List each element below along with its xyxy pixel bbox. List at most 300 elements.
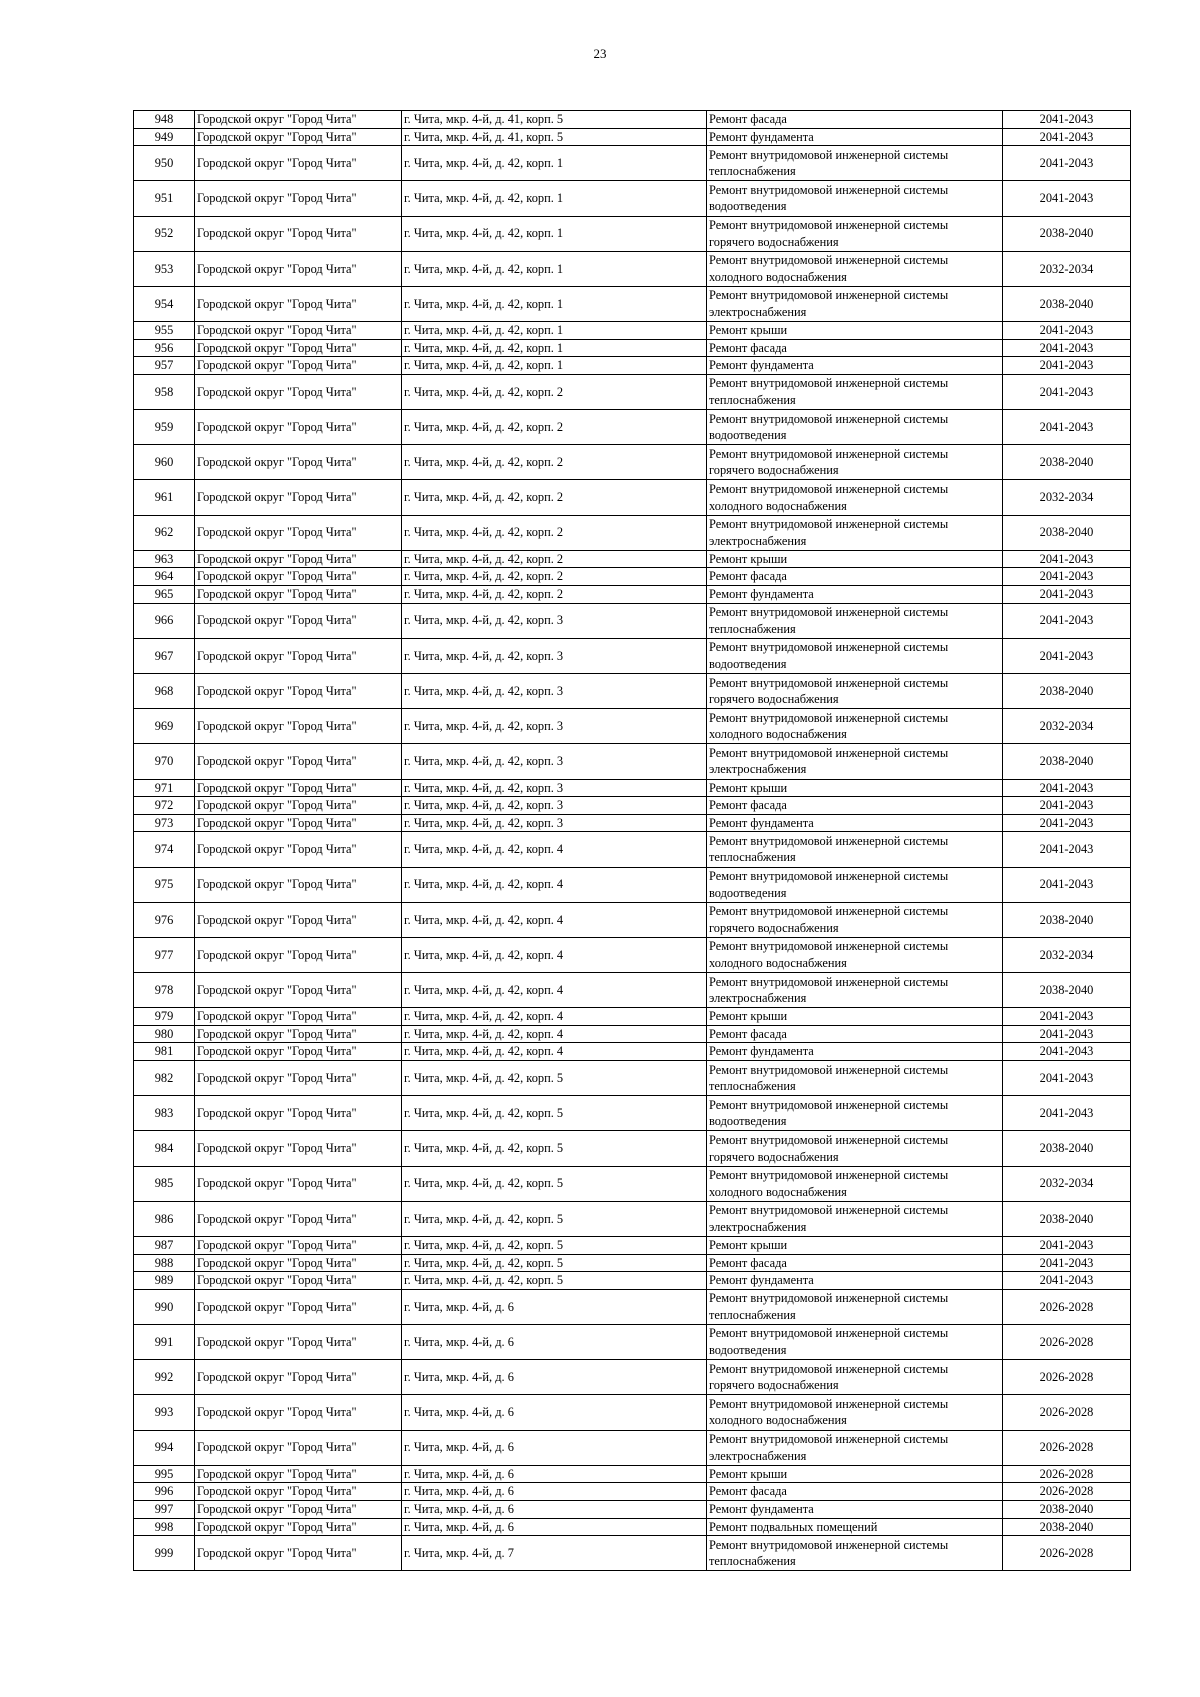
period-cell: 2041-2043	[1003, 1008, 1131, 1026]
table-row	[134, 1465, 1131, 1483]
row-number-cell: 992	[134, 1360, 195, 1395]
address-cell: г. Чита, мкр. 4-й, д. 6	[402, 1465, 707, 1483]
work-type-cell	[707, 674, 1003, 709]
row-number-cell: 971	[134, 779, 195, 797]
period-cell: 2038-2040	[1003, 1131, 1131, 1166]
work-type-cell	[707, 374, 1003, 409]
work-type-line: Ремонт крыши	[709, 323, 788, 338]
municipality-cell: Городской округ "Город Чита"	[195, 1289, 402, 1324]
work-type-line: Ремонт фасада	[709, 1026, 787, 1041]
work-type-line: теплоснабжения	[709, 621, 796, 636]
row-number-cell: 974	[134, 832, 195, 867]
address-cell: г. Чита, мкр. 4-й, д. 42, корп. 4	[402, 902, 707, 937]
period-cell: 2038-2040	[1003, 216, 1131, 251]
work-type-line: Ремонт внутридомовой инженерной системы	[709, 481, 949, 496]
municipality-cell: Городской округ "Город Чита"	[195, 515, 402, 550]
work-type-line: Ремонт внутридомовой инженерной системы	[709, 675, 949, 690]
work-type-cell	[707, 797, 1003, 815]
work-type-line: теплоснабжения	[709, 393, 796, 407]
work-type-cell	[707, 1465, 1003, 1483]
municipality-cell: Городской округ "Город Чита"	[195, 410, 402, 445]
work-type-line: Ремонт фасада	[709, 1255, 787, 1270]
work-type-line: холодного водоснабжения	[709, 1413, 847, 1428]
work-type-line: электроснабжения	[709, 1219, 807, 1234]
row-number-cell: 984	[134, 1131, 195, 1166]
municipality-cell: Городской округ "Город Чита"	[195, 603, 402, 638]
work-type-line: Ремонт внутридомовой инженерной системы	[709, 411, 949, 426]
address-cell: г. Чита, мкр. 4-й, д. 42, корп. 2	[402, 586, 707, 604]
address-cell: г. Чита, мкр. 4-й, д. 6	[402, 1360, 707, 1395]
row-number-cell: 954	[134, 286, 195, 321]
row-number-cell: 951	[134, 181, 195, 216]
municipality-cell: Городской округ "Город Чита"	[195, 1008, 402, 1026]
work-type-line: холодного водоснабжения	[709, 269, 847, 284]
work-type-line: Ремонт крыши	[709, 1466, 788, 1481]
row-number-cell: 997	[134, 1500, 195, 1518]
address-cell: г. Чита, мкр. 4-й, д. 42, корп. 3	[402, 797, 707, 815]
municipality-cell: Городской округ "Город Чита"	[195, 1500, 402, 1518]
work-type-cell	[707, 814, 1003, 832]
address-cell: г. Чита, мкр. 4-й, д. 6	[402, 1518, 707, 1536]
table-row	[134, 814, 1131, 832]
work-type-cell	[707, 515, 1003, 550]
work-type-line: водоотведения	[709, 1114, 787, 1129]
period-cell: 2041-2043	[1003, 814, 1131, 832]
municipality-cell: Городской округ "Город Чита"	[195, 973, 402, 1008]
address-cell: г. Чита, мкр. 4-й, д. 42, корп. 5	[402, 1061, 707, 1096]
work-type-cell	[707, 586, 1003, 604]
municipality-cell: Городской округ "Город Чита"	[195, 216, 402, 251]
table-row	[134, 146, 1131, 181]
address-cell: г. Чита, мкр. 4-й, д. 42, корп. 1	[402, 181, 707, 216]
address-cell: г. Чита, мкр. 4-й, д. 42, корп. 2	[402, 374, 707, 409]
address-cell: г. Чита, мкр. 4-й, д. 42, корп. 4	[402, 867, 707, 902]
address-cell: г. Чита, мкр. 4-й, д. 42, корп. 2	[402, 410, 707, 445]
period-cell: 2026-2028	[1003, 1536, 1131, 1571]
municipality-cell: Городской округ "Город Чита"	[195, 814, 402, 832]
work-type-line: Ремонт внутридомовой инженерной системы	[709, 1168, 949, 1183]
row-number-cell: 999	[134, 1536, 195, 1571]
period-cell: 2026-2028	[1003, 1324, 1131, 1359]
period-cell: 2038-2040	[1003, 744, 1131, 779]
period-cell: 2041-2043	[1003, 1043, 1131, 1061]
address-cell: г. Чита, мкр. 4-й, д. 42, корп. 4	[402, 1043, 707, 1061]
work-type-line: Ремонт внутридомовой инженерной системы	[709, 869, 949, 884]
work-type-line: Ремонт внутридомовой инженерной системы	[709, 1537, 949, 1552]
row-number-cell: 962	[134, 515, 195, 550]
work-type-line: Ремонт внутридомовой инженерной системы	[709, 1291, 949, 1306]
work-type-line: теплоснабжения	[709, 1079, 796, 1094]
work-type-line: Ремонт внутридомовой инженерной системы	[709, 1097, 949, 1112]
table-row	[134, 410, 1131, 445]
work-type-line: Ремонт фундамента	[709, 1501, 814, 1516]
table-row	[134, 515, 1131, 550]
row-number-cell: 978	[134, 973, 195, 1008]
work-type-line: Ремонт внутридомовой инженерной системы	[709, 605, 949, 620]
row-number-cell: 989	[134, 1272, 195, 1290]
period-cell: 2041-2043	[1003, 1096, 1131, 1131]
work-type-line: электроснабжения	[709, 991, 807, 1006]
work-type-cell	[707, 1395, 1003, 1430]
work-type-line: Ремонт фасада	[709, 112, 787, 126]
work-type-line: Ремонт внутридомовой инженерной системы	[709, 376, 949, 391]
row-number-cell: 986	[134, 1201, 195, 1236]
table-row	[134, 1360, 1131, 1395]
address-cell: г. Чита, мкр. 4-й, д. 42, корп. 3	[402, 603, 707, 638]
municipality-cell: Городской округ "Город Чита"	[195, 1131, 402, 1166]
address-cell: г. Чита, мкр. 4-й, д. 7	[402, 1536, 707, 1571]
work-type-cell	[707, 902, 1003, 937]
row-number-cell: 977	[134, 937, 195, 972]
work-type-cell	[707, 937, 1003, 972]
work-type-line: Ремонт крыши	[709, 551, 788, 566]
table-row	[134, 1500, 1131, 1518]
municipality-cell: Городской округ "Город Чита"	[195, 1360, 402, 1395]
period-cell: 2041-2043	[1003, 339, 1131, 357]
address-cell: г. Чита, мкр. 4-й, д. 6	[402, 1430, 707, 1465]
work-type-cell	[707, 128, 1003, 146]
municipality-cell: Городской округ "Город Чита"	[195, 1430, 402, 1465]
address-cell: г. Чита, мкр. 4-й, д. 42, корп. 5	[402, 1237, 707, 1255]
table-row	[134, 674, 1131, 709]
address-cell: г. Чита, мкр. 4-й, д. 42, корп. 4	[402, 1008, 707, 1026]
work-type-cell	[707, 1272, 1003, 1290]
work-type-line: горячего водоснабжения	[709, 1378, 839, 1393]
work-type-line: холодного водоснабжения	[709, 727, 847, 742]
period-cell: 2041-2043	[1003, 1237, 1131, 1255]
work-type-line: водоотведения	[709, 1343, 787, 1358]
row-number-cell: 959	[134, 410, 195, 445]
address-cell: г. Чита, мкр. 4-й, д. 42, корп. 3	[402, 674, 707, 709]
table-row	[134, 744, 1131, 779]
work-type-line: водоотведения	[709, 656, 787, 671]
table-row	[134, 937, 1131, 972]
address-cell: г. Чита, мкр. 4-й, д. 42, корп. 4	[402, 973, 707, 1008]
work-type-cell	[707, 357, 1003, 375]
row-number-cell: 948	[134, 111, 195, 129]
row-number-cell: 961	[134, 480, 195, 515]
municipality-cell: Городской округ "Город Чита"	[195, 797, 402, 815]
work-type-line: Ремонт фундамента	[709, 815, 814, 830]
work-type-line: Ремонт фасада	[709, 569, 787, 584]
work-type-line: Ремонт внутридомовой инженерной системы	[709, 218, 949, 233]
municipality-cell: Городской округ "Город Чита"	[195, 1166, 402, 1201]
municipality-cell: Городской округ "Город Чита"	[195, 339, 402, 357]
address-cell: г. Чита, мкр. 4-й, д. 42, корп. 5	[402, 1254, 707, 1272]
work-type-cell	[707, 445, 1003, 480]
work-type-cell	[707, 181, 1003, 216]
row-number-cell: 983	[134, 1096, 195, 1131]
work-type-line: Ремонт внутридомовой инженерной системы	[709, 517, 949, 532]
work-type-line: Ремонт фундамента	[709, 129, 814, 144]
work-type-cell	[707, 1025, 1003, 1043]
address-cell: г. Чита, мкр. 4-й, д. 42, корп. 3	[402, 638, 707, 673]
work-type-cell	[707, 973, 1003, 1008]
row-number-cell: 976	[134, 902, 195, 937]
row-number-cell: 982	[134, 1061, 195, 1096]
period-cell: 2026-2028	[1003, 1465, 1131, 1483]
row-number-cell: 970	[134, 744, 195, 779]
municipality-cell: Городской округ "Город Чита"	[195, 1096, 402, 1131]
table-row	[134, 1237, 1131, 1255]
address-cell: г. Чита, мкр. 4-й, д. 42, корп. 1	[402, 339, 707, 357]
work-type-cell	[707, 1096, 1003, 1131]
table-row	[134, 1536, 1131, 1571]
table-row	[134, 445, 1131, 480]
work-type-cell	[707, 322, 1003, 340]
work-type-line: электроснабжения	[709, 1448, 807, 1463]
address-cell: г. Чита, мкр. 4-й, д. 42, корп. 2	[402, 550, 707, 568]
period-cell: 2041-2043	[1003, 128, 1131, 146]
work-type-line: Ремонт внутридомовой инженерной системы	[709, 833, 949, 848]
table-row	[134, 357, 1131, 375]
address-cell: г. Чита, мкр. 4-й, д. 41, корп. 5	[402, 111, 707, 129]
work-type-line: горячего водоснабжения	[709, 692, 839, 707]
period-cell: 2041-2043	[1003, 1254, 1131, 1272]
work-type-cell	[707, 1500, 1003, 1518]
table-row	[134, 286, 1131, 321]
row-number-cell: 991	[134, 1324, 195, 1359]
address-cell: г. Чита, мкр. 4-й, д. 42, корп. 1	[402, 146, 707, 181]
period-cell: 2038-2040	[1003, 1500, 1131, 1518]
municipality-cell: Городской округ "Город Чита"	[195, 1324, 402, 1359]
table-row	[134, 603, 1131, 638]
table-row	[134, 1025, 1131, 1043]
work-type-line: Ремонт фасада	[709, 1484, 787, 1499]
table-row	[134, 550, 1131, 568]
address-cell: г. Чита, мкр. 4-й, д. 42, корп. 1	[402, 216, 707, 251]
address-cell: г. Чита, мкр. 4-й, д. 42, корп. 4	[402, 832, 707, 867]
work-type-line: Ремонт крыши	[709, 1238, 788, 1252]
row-number-cell: 995	[134, 1465, 195, 1483]
row-number-cell: 960	[134, 445, 195, 480]
table-row	[134, 1430, 1131, 1465]
period-cell: 2038-2040	[1003, 445, 1131, 480]
row-number-cell: 955	[134, 322, 195, 340]
work-type-cell	[707, 1289, 1003, 1324]
work-type-line: Ремонт внутридомовой инженерной системы	[709, 1203, 949, 1218]
municipality-cell: Городской округ "Город Чита"	[195, 709, 402, 744]
work-type-cell	[707, 744, 1003, 779]
period-cell: 2038-2040	[1003, 902, 1131, 937]
work-type-line: Ремонт внутридомовой инженерной системы	[709, 147, 949, 162]
period-cell: 2041-2043	[1003, 410, 1131, 445]
row-number-cell: 958	[134, 374, 195, 409]
work-type-line: электроснабжения	[709, 305, 807, 320]
row-number-cell: 972	[134, 797, 195, 815]
table-row	[134, 1395, 1131, 1430]
row-number-cell: 963	[134, 550, 195, 568]
row-number-cell: 994	[134, 1430, 195, 1465]
period-cell: 2041-2043	[1003, 1025, 1131, 1043]
table-row	[134, 1201, 1131, 1236]
work-type-line: Ремонт внутридомовой инженерной системы	[709, 288, 949, 303]
table-row	[134, 181, 1131, 216]
row-number-cell: 990	[134, 1289, 195, 1324]
work-type-line: Ремонт фундамента	[709, 1044, 814, 1059]
period-cell: 2041-2043	[1003, 603, 1131, 638]
work-type-line: Ремонт крыши	[709, 780, 788, 795]
municipality-cell: Городской округ "Город Чита"	[195, 1025, 402, 1043]
work-type-cell	[707, 1483, 1003, 1501]
table-row	[134, 216, 1131, 251]
work-type-line: Ремонт внутридомовой инженерной системы	[709, 904, 949, 919]
municipality-cell: Городской округ "Город Чита"	[195, 744, 402, 779]
work-type-line: водоотведения	[709, 885, 787, 900]
row-number-cell: 985	[134, 1166, 195, 1201]
row-number-cell: 953	[134, 251, 195, 286]
row-number-cell: 952	[134, 216, 195, 251]
address-cell: г. Чита, мкр. 4-й, д. 42, корп. 4	[402, 1025, 707, 1043]
table-row	[134, 128, 1131, 146]
work-type-line: теплоснабжения	[709, 1307, 796, 1322]
work-type-cell	[707, 1166, 1003, 1201]
work-type-cell	[707, 286, 1003, 321]
municipality-cell: Городской округ "Город Чита"	[195, 286, 402, 321]
row-number-cell: 987	[134, 1237, 195, 1255]
work-type-cell	[707, 216, 1003, 251]
row-number-cell: 966	[134, 603, 195, 638]
work-type-line: Ремонт фундамента	[709, 358, 814, 373]
period-cell: 2038-2040	[1003, 515, 1131, 550]
row-number-cell: 969	[134, 709, 195, 744]
address-cell: г. Чита, мкр. 4-й, д. 42, корп. 2	[402, 568, 707, 586]
municipality-cell: Городской округ "Город Чита"	[195, 550, 402, 568]
work-type-line: Ремонт внутридомовой инженерной системы	[709, 1361, 949, 1376]
work-type-cell	[707, 568, 1003, 586]
row-number-cell: 979	[134, 1008, 195, 1026]
address-cell: г. Чита, мкр. 4-й, д. 42, корп. 3	[402, 744, 707, 779]
work-type-line: холодного водоснабжения	[709, 956, 847, 970]
work-type-cell	[707, 111, 1003, 129]
municipality-cell: Городской округ "Город Чита"	[195, 1518, 402, 1536]
work-type-line: горячего водоснабжения	[709, 234, 839, 249]
municipality-cell: Городской округ "Город Чита"	[195, 374, 402, 409]
address-cell: г. Чита, мкр. 4-й, д. 42, корп. 2	[402, 445, 707, 480]
row-number-cell: 957	[134, 357, 195, 375]
period-cell: 2032-2034	[1003, 1166, 1131, 1201]
municipality-cell: Городской округ "Город Чита"	[195, 111, 402, 129]
municipality-cell: Городской округ "Город Чита"	[195, 568, 402, 586]
table-row	[134, 832, 1131, 867]
work-type-line: Ремонт внутридомовой инженерной системы	[709, 1326, 949, 1341]
work-type-line: Ремонт внутридомовой инженерной системы	[709, 974, 949, 989]
address-cell: г. Чита, мкр. 4-й, д. 42, корп. 2	[402, 480, 707, 515]
municipality-cell: Городской округ "Город Чита"	[195, 1395, 402, 1430]
address-cell: г. Чита, мкр. 4-й, д. 6	[402, 1324, 707, 1359]
work-type-line: Ремонт внутридомовой инженерной системы	[709, 939, 949, 954]
table-row	[134, 1061, 1131, 1096]
address-cell: г. Чита, мкр. 4-й, д. 42, корп. 3	[402, 779, 707, 797]
work-type-cell	[707, 867, 1003, 902]
period-cell: 2041-2043	[1003, 374, 1131, 409]
table-row	[134, 1043, 1131, 1061]
address-cell: г. Чита, мкр. 4-й, д. 6	[402, 1500, 707, 1518]
work-type-cell	[707, 1360, 1003, 1395]
row-number-cell: 993	[134, 1395, 195, 1430]
period-cell: 2041-2043	[1003, 797, 1131, 815]
address-cell: г. Чита, мкр. 4-й, д. 42, корп. 3	[402, 709, 707, 744]
work-type-line: водоотведения	[709, 428, 787, 443]
row-number-cell: 956	[134, 339, 195, 357]
row-number-cell: 998	[134, 1518, 195, 1536]
row-number-cell: 950	[134, 146, 195, 181]
address-cell: г. Чита, мкр. 4-й, д. 6	[402, 1395, 707, 1430]
address-cell: г. Чита, мкр. 4-й, д. 42, корп. 2	[402, 515, 707, 550]
municipality-cell: Городской округ "Город Чита"	[195, 1536, 402, 1571]
municipality-cell: Городской округ "Город Чита"	[195, 674, 402, 709]
row-number-cell: 973	[134, 814, 195, 832]
row-number-cell: 949	[134, 128, 195, 146]
period-cell: 2038-2040	[1003, 286, 1131, 321]
period-cell: 2041-2043	[1003, 357, 1131, 375]
period-cell: 2026-2028	[1003, 1360, 1131, 1395]
municipality-cell: Городской округ "Город Чита"	[195, 638, 402, 673]
work-type-line: горячего водоснабжения	[709, 920, 839, 935]
row-number-cell: 965	[134, 586, 195, 604]
table-row	[134, 779, 1131, 797]
work-type-line: Ремонт подвальных помещений	[709, 1519, 878, 1534]
work-type-line: теплоснабжения	[709, 850, 796, 865]
table-row	[134, 1131, 1131, 1166]
period-cell: 2026-2028	[1003, 1483, 1131, 1501]
work-type-cell	[707, 603, 1003, 638]
work-type-cell	[707, 1061, 1003, 1096]
table-row	[134, 1254, 1131, 1272]
municipality-cell: Городской округ "Город Чита"	[195, 146, 402, 181]
municipality-cell: Городской округ "Город Чита"	[195, 1254, 402, 1272]
work-type-line: Ремонт внутридомовой инженерной системы	[709, 745, 949, 760]
work-type-cell	[707, 1043, 1003, 1061]
page-number: 23	[593, 46, 607, 61]
municipality-cell: Городской округ "Город Чита"	[195, 1465, 402, 1483]
work-type-cell	[707, 1536, 1003, 1571]
work-type-line: электроснабжения	[709, 533, 807, 548]
municipality-cell: Городской округ "Город Чита"	[195, 480, 402, 515]
table-row	[134, 1324, 1131, 1359]
row-number-cell: 968	[134, 674, 195, 709]
table-row	[134, 111, 1131, 129]
table-row	[134, 1518, 1131, 1536]
period-cell: 2041-2043	[1003, 832, 1131, 867]
work-type-line: Ремонт фасада	[709, 798, 787, 813]
address-cell: г. Чита, мкр. 4-й, д. 42, корп. 5	[402, 1096, 707, 1131]
work-type-cell	[707, 832, 1003, 867]
work-type-line: Ремонт внутридомовой инженерной системы	[709, 1432, 949, 1447]
address-cell: г. Чита, мкр. 4-й, д. 42, корп. 4	[402, 937, 707, 972]
period-cell: 2041-2043	[1003, 111, 1131, 129]
municipality-cell: Городской округ "Город Чита"	[195, 357, 402, 375]
municipality-cell: Городской округ "Город Чита"	[195, 1043, 402, 1061]
row-number-cell: 981	[134, 1043, 195, 1061]
row-number-cell: 980	[134, 1025, 195, 1043]
municipality-cell: Городской округ "Город Чита"	[195, 445, 402, 480]
work-type-line: холодного водоснабжения	[709, 498, 847, 513]
work-type-line: теплоснабжения	[709, 164, 796, 179]
work-type-cell	[707, 146, 1003, 181]
table-row	[134, 638, 1131, 673]
work-type-cell	[707, 251, 1003, 286]
work-type-line: водоотведения	[709, 199, 787, 214]
table-row	[134, 797, 1131, 815]
table-row	[134, 339, 1131, 357]
period-cell: 2026-2028	[1003, 1395, 1131, 1430]
municipality-cell: Городской округ "Город Чита"	[195, 251, 402, 286]
work-type-line: Ремонт внутридомовой инженерной системы	[709, 710, 949, 725]
address-cell: г. Чита, мкр. 4-й, д. 42, корп. 5	[402, 1131, 707, 1166]
work-type-cell	[707, 480, 1003, 515]
period-cell: 2041-2043	[1003, 638, 1131, 673]
